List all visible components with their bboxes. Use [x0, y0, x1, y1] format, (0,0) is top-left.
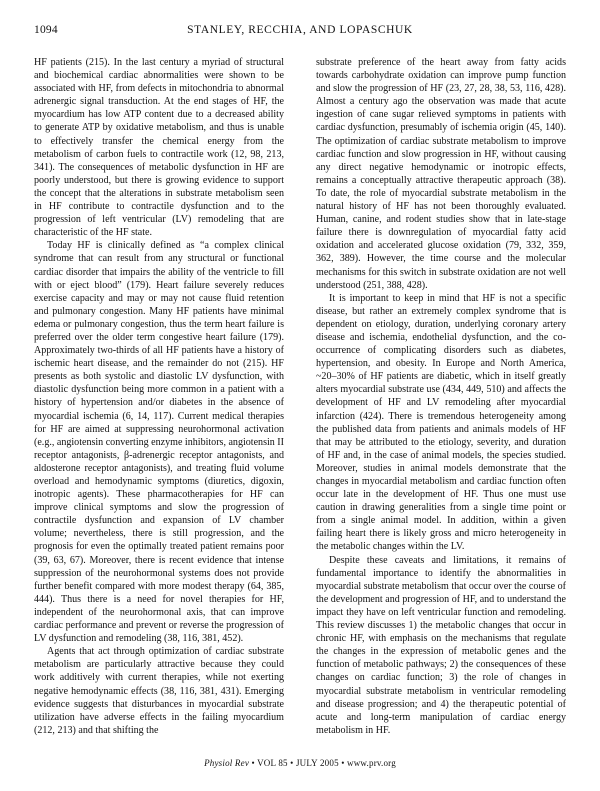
page-footer — [0, 758, 600, 768]
right-column — [316, 56, 566, 737]
footer-details: • VOL 85 • JULY 2005 • www.prv.org — [249, 758, 396, 768]
paragraph: HF patients (215). In the last century a myriad of structural and biochemical cardiac abnormalities were shown to be associated with HF, from defects in mitochondria to abnormal adrenergic signal transduction. At the end stages of HF, the myocardium has low ATP content due to a decreased ability to generate ATP by oxidative metabolism, and thus is unable to effectively transfer the chemical energy from the metabolism of carbon fuels to contractile work (12, 98, 213, 341). The consequences of metabolic dysfunction in HF are poorly understood, but there is growing evidence to support the concept that the alterations in substrate metabolism seen in HF contribute to contractile dysfunction and to the progression of left ventricular (LV) remodeling that are characteristic of the HF state. — [34, 57, 284, 239]
running-head — [34, 24, 566, 40]
paragraph: Despite these caveats and limitations, it remains of fundamental importance to identify the abnormalities in myocardial substrate metabolism that occur over the course of the development and progression of HF, and to understand the impact they have on left ventricular function and remodeling. This review discusses 1) the metabolic changes that occur in chronic HF, with emphasis on the mechanisms that regulate the changes in the expression of metabolic genes and the function of metabolic pathways; 2) the consequences of these changes on cardiac function; 3) the role of changes in myocardial substrate metabolism in ventricular remodeling and disease progression; and 4) the therapeutic potential of acute and long-term manipulation of cardiac energy metabolism in HF. — [316, 554, 566, 736]
left-column — [34, 56, 284, 737]
paragraph: Agents that act through optimization of cardiac substrate metabolism are particularly attractive because they could work additively with current therapies, while not exerting negative hemodynamic effects (38, 116, 381, 431). Emerging evidence suggests that disturbances in myocardial substrate utilization have adverse effects in the failing myocardium (212, 213) and that shifting the — [34, 646, 284, 736]
paragraph: substrate preference of the heart away from fatty acids towards carbohydrate oxidation can improve pump function and slow the progression of HF (23, 27, 28, 38, 53, 116, 428). Almost a century ago the observation was made that acute ingestion of cane sugar relieved symptoms in patients with cardiac dysfunction, presumably of ischemia origin (45, 140). The optimization of cardiac substrate metabolism to improve cardiac function and slow progression in HF, without causing any direct negative hemodynamic or inotropic effects, remains a conceptually attractive therapeutic approach (38). To date, the role of myocardial substrate metabolism in the natural history of HF has not been thoroughly evaluated. Human, canine, and rodent studies show that in late-stage failure there is downregulation of myocardial fatty acid oxidation and accelerated glucose oxidation (79, 332, 359, 362, 389). However, the time course and the molecular mechanisms for this switch in substrate oxidation are not well understood (251, 388, 428). — [316, 57, 566, 291]
footer-journal: Physiol Rev — [204, 758, 250, 768]
paragraph: Today HF is clinically defined as “a complex clinical syndrome that can result from any structural or functional cardiac disorder that impairs the ability of the ventricle to fill with or eject blood” (179). Heart failure severely reduces exercise capacity and may or may not cause fluid retention and pulmonary congestion. Many HF patients have minimal edema or pulmonary congestion, thus the term heart failure is preferred over the older term congestive heart failure (179). Approximately two-thirds of all HF patients have a history of ischemic heart disease, and the remainder do not (215). HF presents as both systolic and diastolic LV dysfunction, with diastolic dysfunction being more common in a patient with a history of hypertension and/or diabetes in the absence of myocardial ischemia (6, 14, 117). Current medical therapies for HF are aimed at suppressing neurohormonal activation (e.g., angiotensin converting enzyme inhibitors, angiotensin II receptor antagonists, β-adrenergic receptor antagonists, and aldosterone receptor antagonists), and treating fluid volume overload and hemodynamic symptoms (diuretics, digoxin, inotropic agents). These pharmacotherapies for HF can improve clinical symptoms and slow the progression of contractile dysfunction and expansion of LV chamber volume; nevertheless, there is still progression, and the prognosis for even the optimally treated patient remains poor (39, 63, 67). Moreover, there is recent evidence that intense suppression of the neurohormonal systems does not provide further benefit compared with more modest therapy (64, 385, 444). Thus there is a need for novel therapies for HF, independent of the neurohormonal axis, that can improve cardiac performance and prevent or reverse the progression of LV dysfunction and remodeling (38, 116, 381, 452). — [34, 240, 284, 645]
page-number: 1094 — [34, 24, 58, 36]
running-head-authors: STANLEY, RECCHIA, AND LOPASCHUK — [187, 24, 413, 36]
paragraph: It is important to keep in mind that HF is not a specific disease, but rather an extremely complex syndrome that is dependent on etiology, duration, underlying coronary artery disease and ischemia, endothelial dysfunction, and the co-occurrence of complicating disorders such as diabetes, hypertension, and obesity. In Europe and North America, ~20–30% of HF patients are diabetic, which in itself greatly alters myocardial substrate use (434, 449, 510) and affects the development of HF and LV remodeling after myocardial infarction (424). There is tremendous heterogeneity among the published data from patients and animals models of HF that may be attributed to the etiology, severity, and duration of HF and, in the case of animal models, the species studied. Moreover, studies in animal models demonstrate that the changes in myocardial metabolism and cardiac function often occur late in the development of HF. Thus one must use caution in drawing generalities from a single time point or from a single animal model. In addition, within a given failing heart there is likely gross and micro heterogeneity in the metabolic changes within the LV. — [316, 292, 566, 553]
